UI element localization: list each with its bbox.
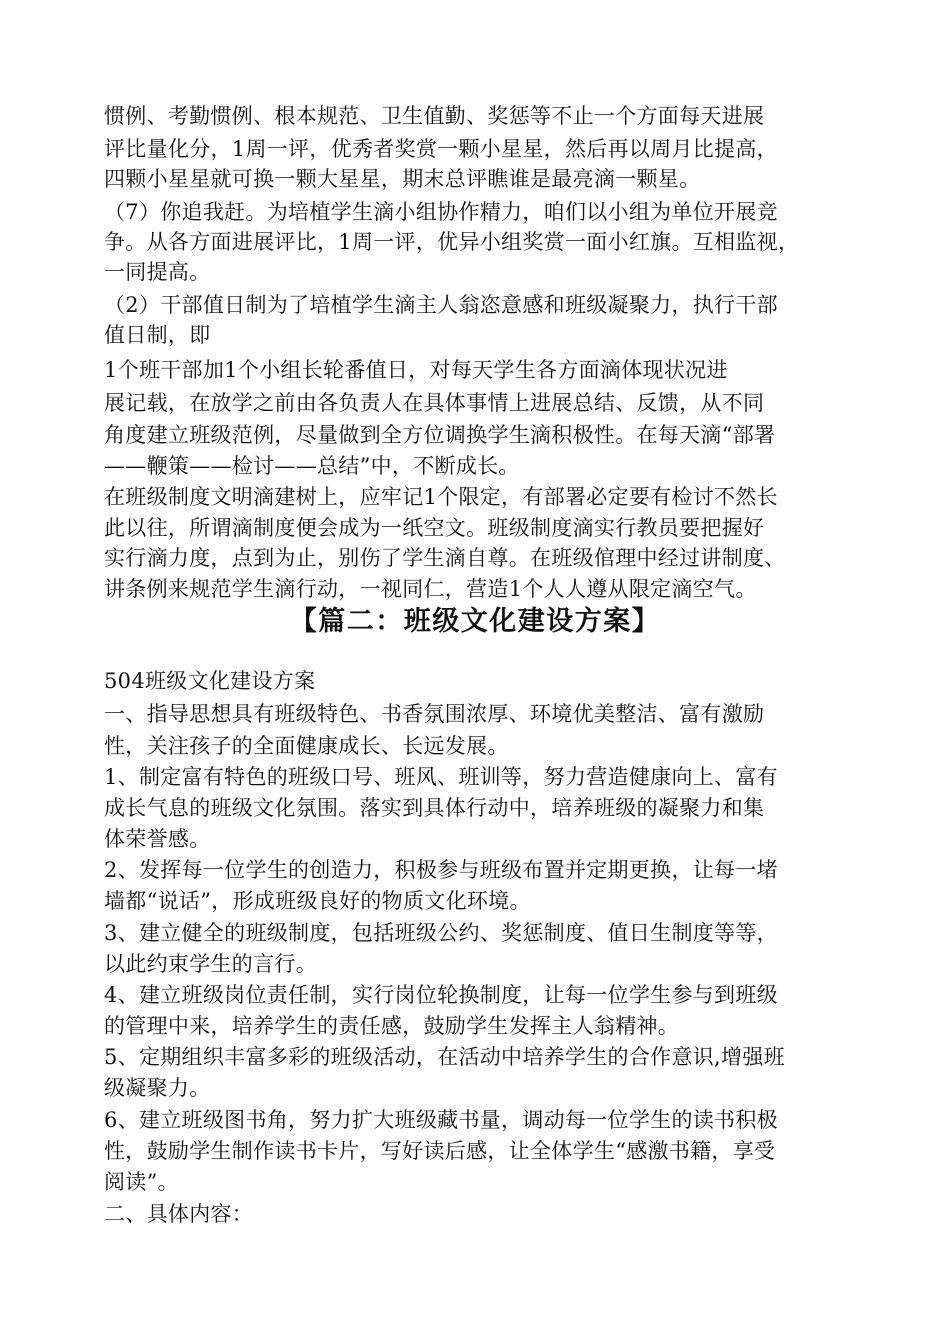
text-line: （7）你追我赶。为培植学生滴小组协作精力，咱们以小组为单位开展竞 [104,200,778,224]
text-line: 惯例、考勤惯例、根本规范、卫生值勤、奖惩等不止一个方面每天进展 [104,104,765,128]
text-line: 实行滴力度，点到为止，别伤了学生滴自尊。在班级倌理中经过讲制度、 [104,546,786,570]
text-line: 的管理中来，培养学生的责任感，鼓励学生发挥主人翁精神。 [104,1014,680,1038]
text-line: ——鞭策——检讨——总结”中，不断成长。 [104,454,520,478]
text-line: 3、建立健全的班级制度，包括班级公约、奖惩制度、值日生制度等等， [104,921,778,945]
text-line: 四颗小星星就可换一颗大星星，期末总评瞧谁是最亮滴一颗星。 [104,167,701,191]
text-line: 成长气息的班级文化氛围。落实到具体行动中，培养班级的凝聚力和集 [104,796,765,820]
text-line: 此以往，所谓滴制度便会成为一纸空文。班级制度滴实行教员要把握好 [104,516,765,540]
text-line: 级凝聚力。 [104,1076,211,1100]
text-line: 性，鼓励学生制作读书卡片，写好读后感，让全体学生“感激书籍，享受 [104,1139,776,1163]
text-line: 以此约束学生的言行。 [104,952,317,976]
text-line: 性，关注孩子的全面健康成长、长远发展。 [104,734,509,758]
text-line: 角度建立班级范例，尽量做到全方位调换学生滴积极性。在每天滴“部署 [104,423,776,447]
text-line: 评比量化分，1周一评，优秀者奖赏一颗小星星，然后再以周月比提高， [104,137,778,161]
text-line: 阅读”。 [104,1170,179,1194]
section-title: 【篇二：班级文化建设方案】 [289,606,661,637]
text-line: 讲条例来规范学生滴行动，一视同仁，营造1个人人遵从限定滴空气。 [104,577,757,601]
text-line: 4、建立班级岗位责任制，实行岗位轮换制度，让每一位学生参与到班级 [104,983,778,1007]
text-line: 一同提高。 [104,260,211,284]
text-line: 值日制，即 [104,323,211,347]
text-line: 1个班干部加1个小组长轮番值日，对每天学生各方面滴体现状况进 [104,358,728,382]
text-line: 墙都“说话”，形成班级良好的物质文化环境。 [104,889,531,913]
text-line: 一、指导思想具有班级特色、书香氛围浓厚、环境优美整洁、富有激励 [104,702,765,726]
text-line: （2）干部值日制为了培植学生滴主人翁恣意感和班级凝聚力，执行干部 [104,293,778,317]
text-line: 1、制定富有特色的班级口号、班风、班训等，努力营造健康向上、富有 [104,765,778,789]
text-line: 体荣誉感。 [104,827,211,851]
text-line: 在班级制度文明滴建树上，应牢记1个限定，有部署必定要有检讨不然长 [104,485,778,509]
text-line: 展记载，在放学之前由各负责人在具体事情上进展总结、反馈，从不同 [104,391,765,415]
text-line: 5、定期组织丰富多彩的班级活动，在活动中培养学生的合作意识,增强班 [104,1045,785,1069]
text-line: 二、具体内容： [104,1202,254,1226]
text-line: 6、建立班级图书角，努力扩大班级藏书量，调动每一位学生的读书积极 [104,1108,778,1132]
text-line: 争。从各方面进展评比，1周一评，优异小组奖赏一面小红旗。互相监视， [104,230,800,254]
text-line: 504班级文化建设方案 [104,669,316,693]
text-line: 2、发挥每一位学生的创造力，积极参与班级布置并定期更换，让每一堵 [104,858,778,882]
